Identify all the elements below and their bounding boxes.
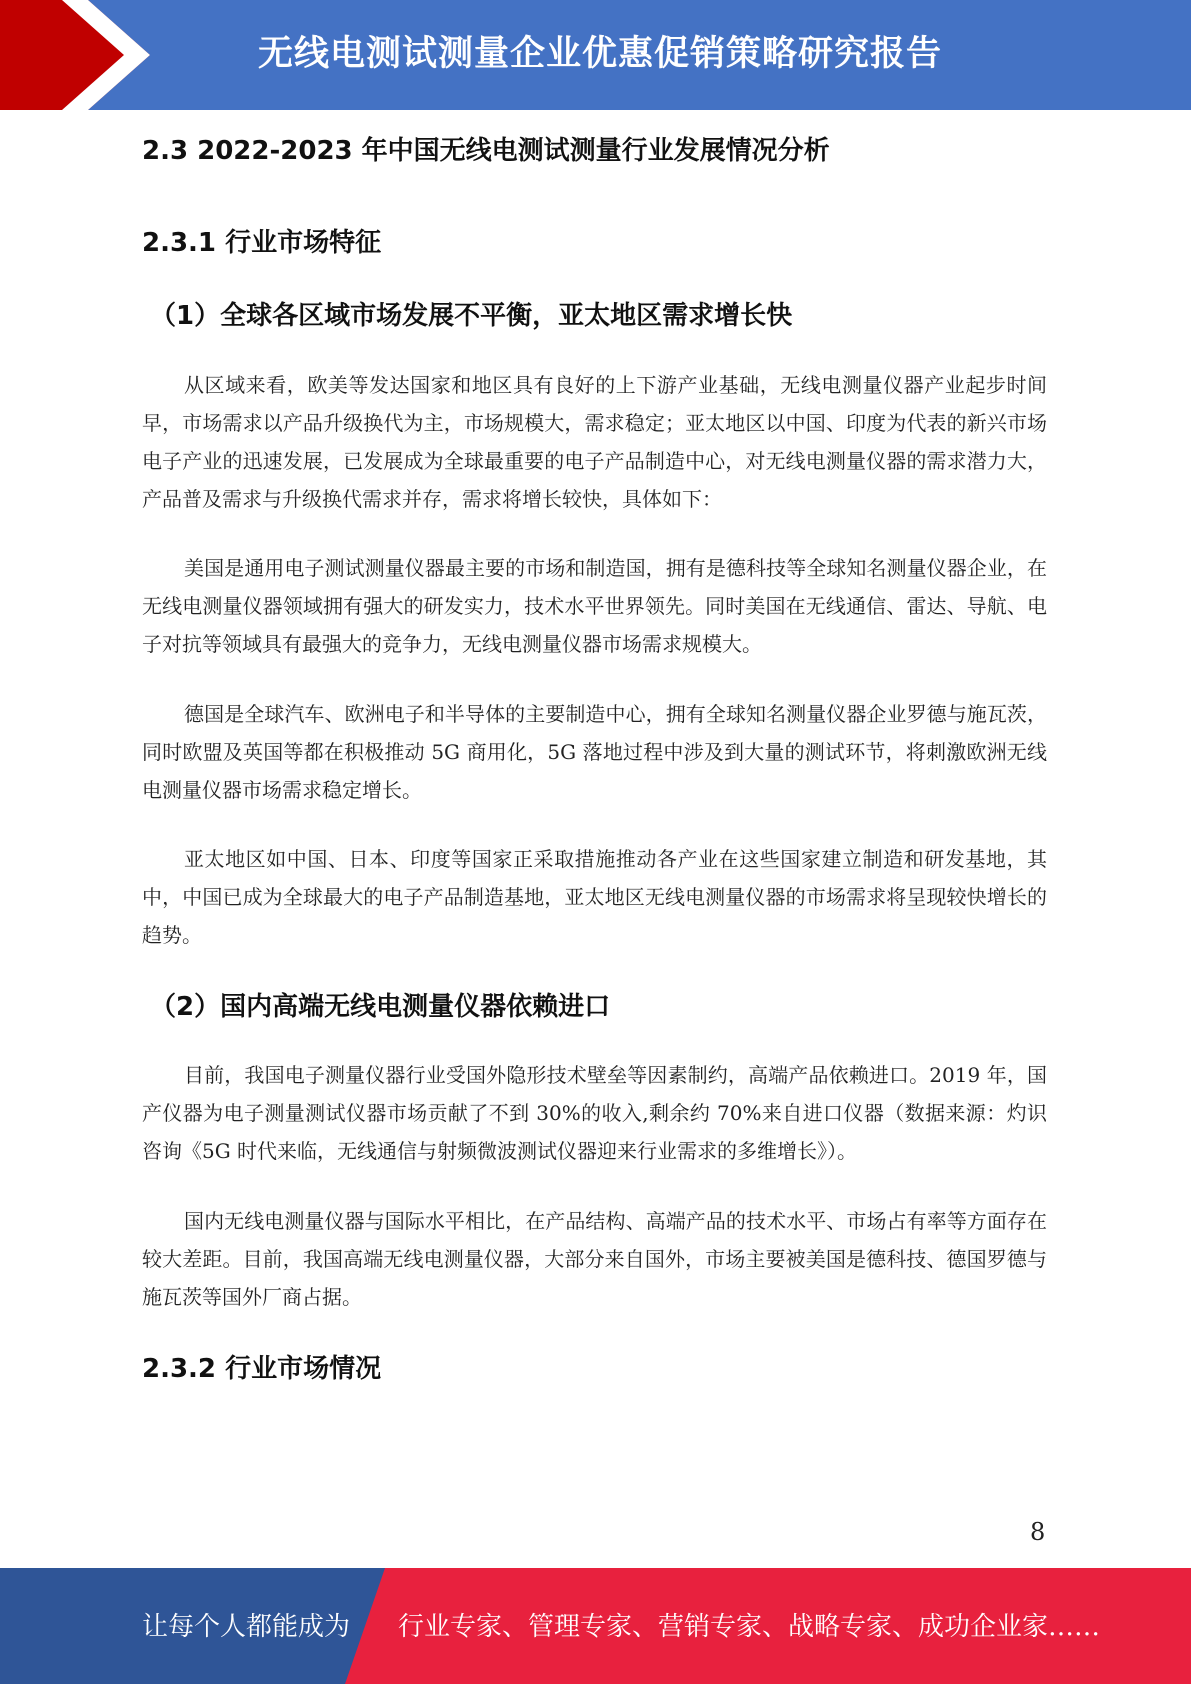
paragraph-3: 德国是全球汽车、欧洲电子和半导体的主要制造中心，拥有全球知名测量仪器企业罗德与施瓦茨，同时欧盟及英国等都在积极推动 5G 商用化，5G 落地过程中涉及到大量的测试环节，将刺激欧洲无线电测量仪器市场需求稳定增长。	[142, 702, 1047, 802]
paragraph-4: 亚太地区如中国、日本、印度等国家正采取措施推动各产业在这些国家建立制造和研发基地，其中，中国已成为全球最大的电子产品制造基地，亚太地区无线电测量仪器的市场需求将呈现较快增长的趋势。	[142, 847, 1047, 947]
page-number: 8	[1030, 1518, 1046, 1546]
subheading-1: （1）全球各区域市场发展不平衡，亚太地区需求增长快	[150, 301, 793, 331]
paragraph-5: 目前，我国电子测量仪器行业受国外隐形技术壁垒等因素制约，高端产品依赖进口。2019 年，国产仪器为电子测量测试仪器市场贡献了不到 30%的收入,剩余约 70%来自进口仪器（数据来源：灼识咨询《5G 时代来临，无线通信与射频微波测试仪器迎来行业需求的多维增长》）。	[142, 1063, 1047, 1163]
footer-slogan-right: 行业专家、管理专家、营销专家、战略专家、成功企业家……	[398, 1612, 1101, 1642]
paragraph-1: 从区域来看，欧美等发达国家和地区具有良好的上下游产业基础，无线电测量仪器产业起步时间早，市场需求以产品升级换代为主，市场规模大，需求稳定；亚太地区以中国、印度为代表的新兴市场电子产业的迅速发展，已发展成为全球最重要的电子产品制造中心，对无线电测量仪器的需求潜力大，产品普及需求与升级换代需求并存，需求将增长较快，具体如下：	[142, 373, 1047, 511]
header-title: 无线电测试测量企业优惠促销策略研究报告	[258, 34, 943, 74]
section-heading-2-3-2: 2.3.2 行业市场情况	[142, 1354, 382, 1384]
section-heading-2-3-1: 2.3.1 行业市场特征	[142, 228, 382, 258]
page-footer	[0, 1568, 1191, 1684]
paragraph-2: 美国是通用电子测试测量仪器最主要的市场和制造国，拥有是德科技等全球知名测量仪器企业，在无线电测量仪器领域拥有强大的研发实力，技术水平世界领先。同时美国在无线通信、雷达、导航、电子对抗等领域具有最强大的竞争力，无线电测量仪器市场需求规模大。	[142, 556, 1047, 656]
footer-slogan-left: 让每个人都能成为	[142, 1612, 351, 1642]
subheading-2: （2）国内高端无线电测量仪器依赖进口	[150, 992, 611, 1022]
page-header	[0, 0, 1191, 110]
section-heading-2-3: 2.3 2022-2023 年中国无线电测试测量行业发展情况分析	[142, 136, 830, 166]
paragraph-6: 国内无线电测量仪器与国际水平相比，在产品结构、高端产品的技术水平、市场占有率等方面存在较大差距。目前，我国高端无线电测量仪器，大部分来自国外，市场主要被美国是德科技、德国罗德与施瓦茨等国外厂商占据。	[142, 1209, 1047, 1309]
